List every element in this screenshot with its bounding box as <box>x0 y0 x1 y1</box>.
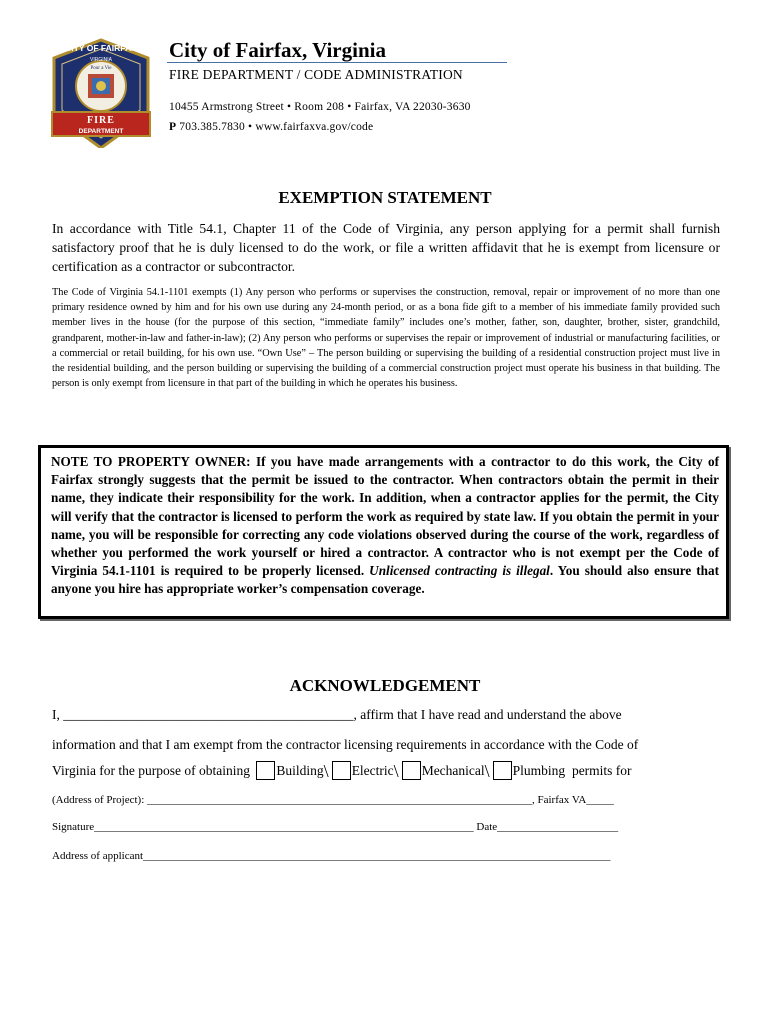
logo-motto: Pour a Vie <box>90 66 112 71</box>
mechanical-label: Mechanical <box>421 763 485 778</box>
logo-band-bottom: DEPARTMENT <box>78 128 124 135</box>
contact-line <box>169 121 373 133</box>
logo-top-text: CITY OF FAIRFAX <box>65 43 137 53</box>
applicant-address-field[interactable]: Address of applicant_____________________________________________________________________________________ <box>52 850 611 862</box>
intro-paragraph: In accordance with Title 54.1, Chapter 11 of the Code of Virginia, any person applying for a permit shall furnish satisfactory proof that he is duly licensed to do the work, or file a written affidavit that he is exempt from licensure or certification as a contractor or subcontractor. <box>52 221 720 274</box>
logo-band-top: FIRE <box>87 115 115 126</box>
separator-icon: \ <box>323 761 329 781</box>
separator-icon: \ <box>484 761 490 781</box>
notice-part-2: . You should also ensure that anyone you hire has appropriate worker’s compensation coverage. <box>51 563 719 597</box>
logo-sub-text: VIRGINIA <box>90 57 112 63</box>
electric-label: Electric <box>351 763 394 778</box>
ack-statement-line: information and that I am exempt from the contractor licensing requirements in accordance with the Code of <box>52 737 639 752</box>
building-label: Building <box>276 763 324 778</box>
permit-type-suffix: permits for <box>571 763 632 778</box>
phone-and-website: 703.385.7830 • www.fairfaxva.gov/code <box>176 121 374 133</box>
signature-date-field[interactable]: Signature_____________________________________________________________________ Date______________________ <box>52 821 619 833</box>
department-name: FIRE DEPARTMENT / CODE ADMINISTRATION <box>169 67 463 82</box>
phone-prefix: P <box>169 121 177 133</box>
notice-part-1: NOTE TO PROPERTY OWNER: If you have made arrangements with a contractor to do this work, the City of Fairfax strongly suggests that the permit be issued to the contractor. When contractors obtain the permit in their name, they indicate their responsibility for the work. In addition, when a contractor applies for the permit, the City will verify that the contractor is licensed to perform the work as required by state law. If you obtain the permit in your name, you will be responsible for correcting any code violations observed during the course of the work, regardless of whether you performed the work yourself or hired a contractor. A contractor who is not exempt per the Code of Virginia 54.1-1101 is required to be properly licensed. <box>51 454 719 579</box>
exemption-title: EXEMPTION STATEMENT <box>278 188 492 207</box>
separator-icon: \ <box>393 761 399 781</box>
ack-name-line[interactable]: I, ___________________________________________, affirm that I have read and understand the above <box>52 707 622 722</box>
plumbing-label: Plumbing <box>512 763 566 778</box>
acknowledgement-title: ACKNOWLEDGEMENT <box>289 676 481 695</box>
notice-italic: Unlicensed contracting is illegal <box>369 563 550 579</box>
fire-department-seal-logo <box>46 36 156 148</box>
notice-text <box>51 453 719 599</box>
org-name: City of Fairfax, Virginia <box>169 38 386 62</box>
mechanical-checkbox[interactable] <box>402 761 421 780</box>
code-exemption-paragraph: The Code of Virginia 54.1-1101 exempts (1) Any person who performs or supervises the construction, removal, repair or improvement of no more than one primary residence owned by him and for his own use during any 24-month period, or as a bona fide gift to a member of his immediate family provided such member lives in the house (for the purpose of this section, “immediate family” includes one’s mother, father, son, daughter, brother, sister, grandchild, grandparent, mother-in-law and father-in-law); (2) Any person who performs or supervises the repair or improvement of industrial or manufacturing facilities, or a commercial or retail building, for his own use. “Own Use” – The person building or supervising the building of a residential construction project must live in the residential building, and the person building or supervising the building of a commercial construction project must operate his business in that building. The person is only exempt from licensure in that part of the building in which he operates his business. <box>52 287 720 390</box>
plumbing-checkbox[interactable] <box>493 761 512 780</box>
header-rule <box>167 62 507 63</box>
permit-type-line <box>52 761 632 782</box>
electric-checkbox[interactable] <box>332 761 351 780</box>
project-address-field[interactable]: (Address of Project): ______________________________________________________________________, Fairfax VA_____ <box>52 794 614 806</box>
building-checkbox[interactable] <box>256 761 275 780</box>
office-address: 10455 Armstrong Street • Room 208 • Fairfax, VA 22030-3630 <box>169 101 471 113</box>
permit-type-prefix: Virginia for the purpose of obtaining <box>52 763 254 778</box>
